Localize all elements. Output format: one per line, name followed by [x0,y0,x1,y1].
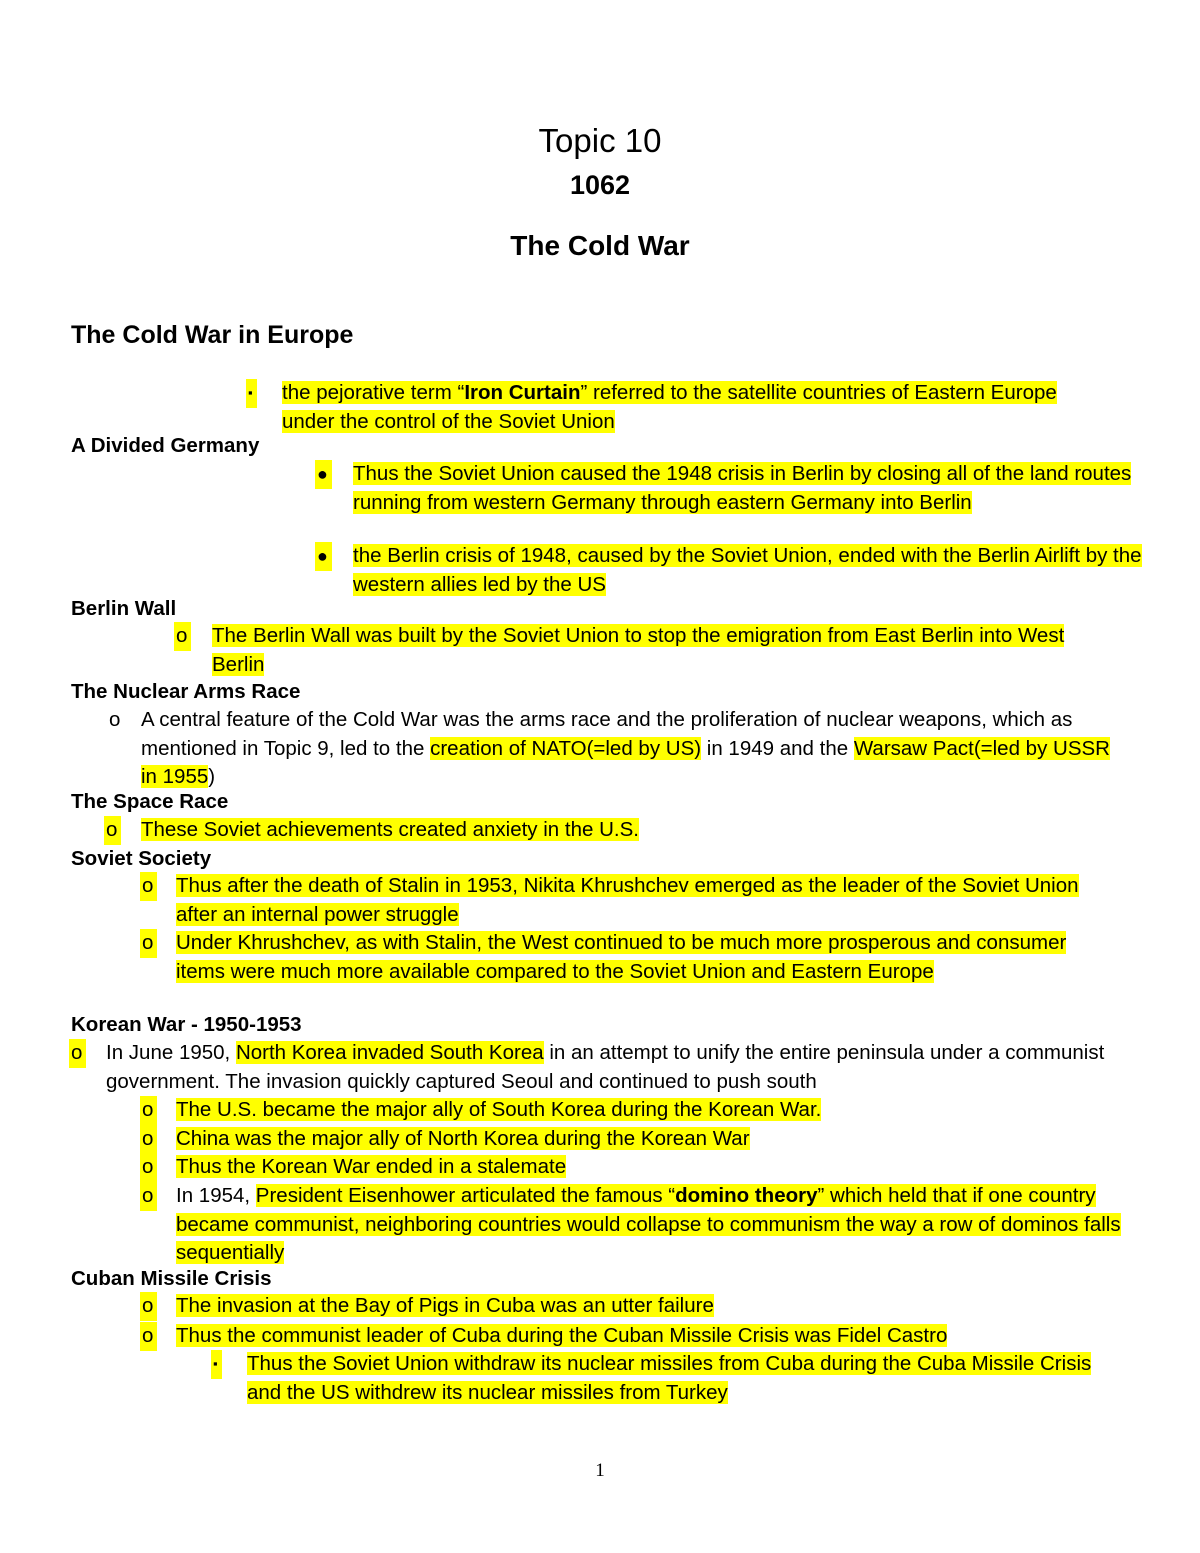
subheading-berlin-wall: Berlin Wall [71,597,177,620]
list-item-text: A central feature of the Cold War was the arms race and the proliferation of nuclear weapons, which as mentioned in Topic 9, led to the creation of NATO(=led by US) in 1949 and the Warsaw Pact(=led by USSR in 1955) [141,708,1110,788]
section-heading: The Cold War in Europe [71,321,354,349]
dot-bullet-icon: ● [315,542,332,571]
list-item-text: Thus the communist leader of Cuba during the Cuban Missile Crisis was Fidel Castro [176,1324,948,1347]
subheading-divided-germany: A Divided Germany [71,434,260,457]
list-item [142,1322,1126,1351]
list-item [248,379,1112,436]
list-item-text: Thus the Korean War ended in a stalemate [176,1155,567,1178]
list-item-text: the pejorative term “Iron Curtain” referred to the satellite countries of Eastern Europe under the control of the Soviet Union [282,381,1057,433]
subheading-korean-war: Korean War - 1950-1953 [71,1013,302,1036]
circle-bullet-icon: o [104,816,121,845]
list-item [106,816,1126,845]
list-item-text: Thus the Soviet Union caused the 1948 crisis in Berlin by closing all of the land routes running from western Germany through eastern Germany into Berlin [353,462,1132,514]
list-item-text: In 1954, President Eisenhower articulated the famous “domino theory” which held that if one country became communist, neighboring countries would collapse to communism the way a row of dominos falls sequentially [176,1184,1121,1264]
course-number: 1062 [569,170,631,200]
list-item-text: In June 1950, North Korea invaded South Korea in an attempt to unify the entire peninsula under a communist government. The invasion quickly captured Seoul and continued to push south [106,1041,1105,1093]
list-item-text: Under Khrushchev, as with Stalin, the West continued to be much more prosperous and consumer items were much more available compared to the Soviet Union and Eastern Europe [176,931,1067,983]
subheading-cuban-missile-crisis: Cuban Missile Crisis [71,1267,272,1290]
list-item [142,1292,1126,1321]
page-number: 1 [595,1460,605,1481]
list-item-text: Thus after the death of Stalin in 1953, Nikita Khrushchev emerged as the leader of the Soviet Union after an internal power struggle [176,874,1079,926]
list-item-text: Thus the Soviet Union withdraw its nuclear missiles from Cuba during the Cuba Missile Crisis and the US withdrew its nuclear missiles from Turkey [247,1352,1092,1404]
list-item [317,460,1143,517]
dot-bullet-icon: ● [315,460,332,489]
list-item-text: These Soviet achievements created anxiety in the U.S. [141,818,639,841]
list-item [142,1096,1126,1125]
circle-bullet-icon: o [140,1182,157,1211]
list-item [176,622,1112,679]
list-item [71,1039,1126,1096]
circle-bullet-icon: o [140,1322,157,1351]
document-subtitle: The Cold War [510,230,690,261]
square-bullet-icon: ▪ [246,379,257,408]
subheading-arms-race: The Nuclear Arms Race [71,680,301,703]
list-item [142,1153,1126,1182]
square-bullet-icon: ▪ [211,1350,222,1379]
circle-bullet-icon: o [174,622,191,651]
circle-bullet-icon: o [69,1039,86,1068]
list-item-text: China was the major ally of North Korea during the Korean War [176,1127,750,1150]
list-item [109,706,1126,792]
list-item [142,1182,1126,1268]
circle-bullet-icon: o [140,1292,157,1321]
circle-bullet-icon: o [140,929,157,958]
list-item-text: The Berlin Wall was built by the Soviet Union to stop the emigration from East Berlin into West Berlin [212,624,1065,676]
circle-bullet-icon: o [140,1125,157,1154]
list-item [142,1125,1126,1154]
circle-bullet-icon: o [140,1096,157,1125]
circle-bullet-icon: o [109,708,121,731]
circle-bullet-icon: o [140,872,157,901]
list-item [317,542,1143,599]
list-item [142,872,1111,929]
list-item-text: The U.S. became the major ally of South Korea during the Korean War. [176,1098,822,1121]
document-title: Topic 10 [538,122,662,159]
list-item [213,1350,1107,1407]
subheading-space-race: The Space Race [71,790,229,813]
circle-bullet-icon: o [140,1153,157,1182]
list-item-text: The invasion at the Bay of Pigs in Cuba was an utter failure [176,1294,714,1317]
list-item-text: the Berlin crisis of 1948, caused by the Soviet Union, ended with the Berlin Airlift by the western allies led by the US [353,544,1142,596]
subheading-soviet-society: Soviet Society [71,847,212,870]
list-item [142,929,1111,986]
